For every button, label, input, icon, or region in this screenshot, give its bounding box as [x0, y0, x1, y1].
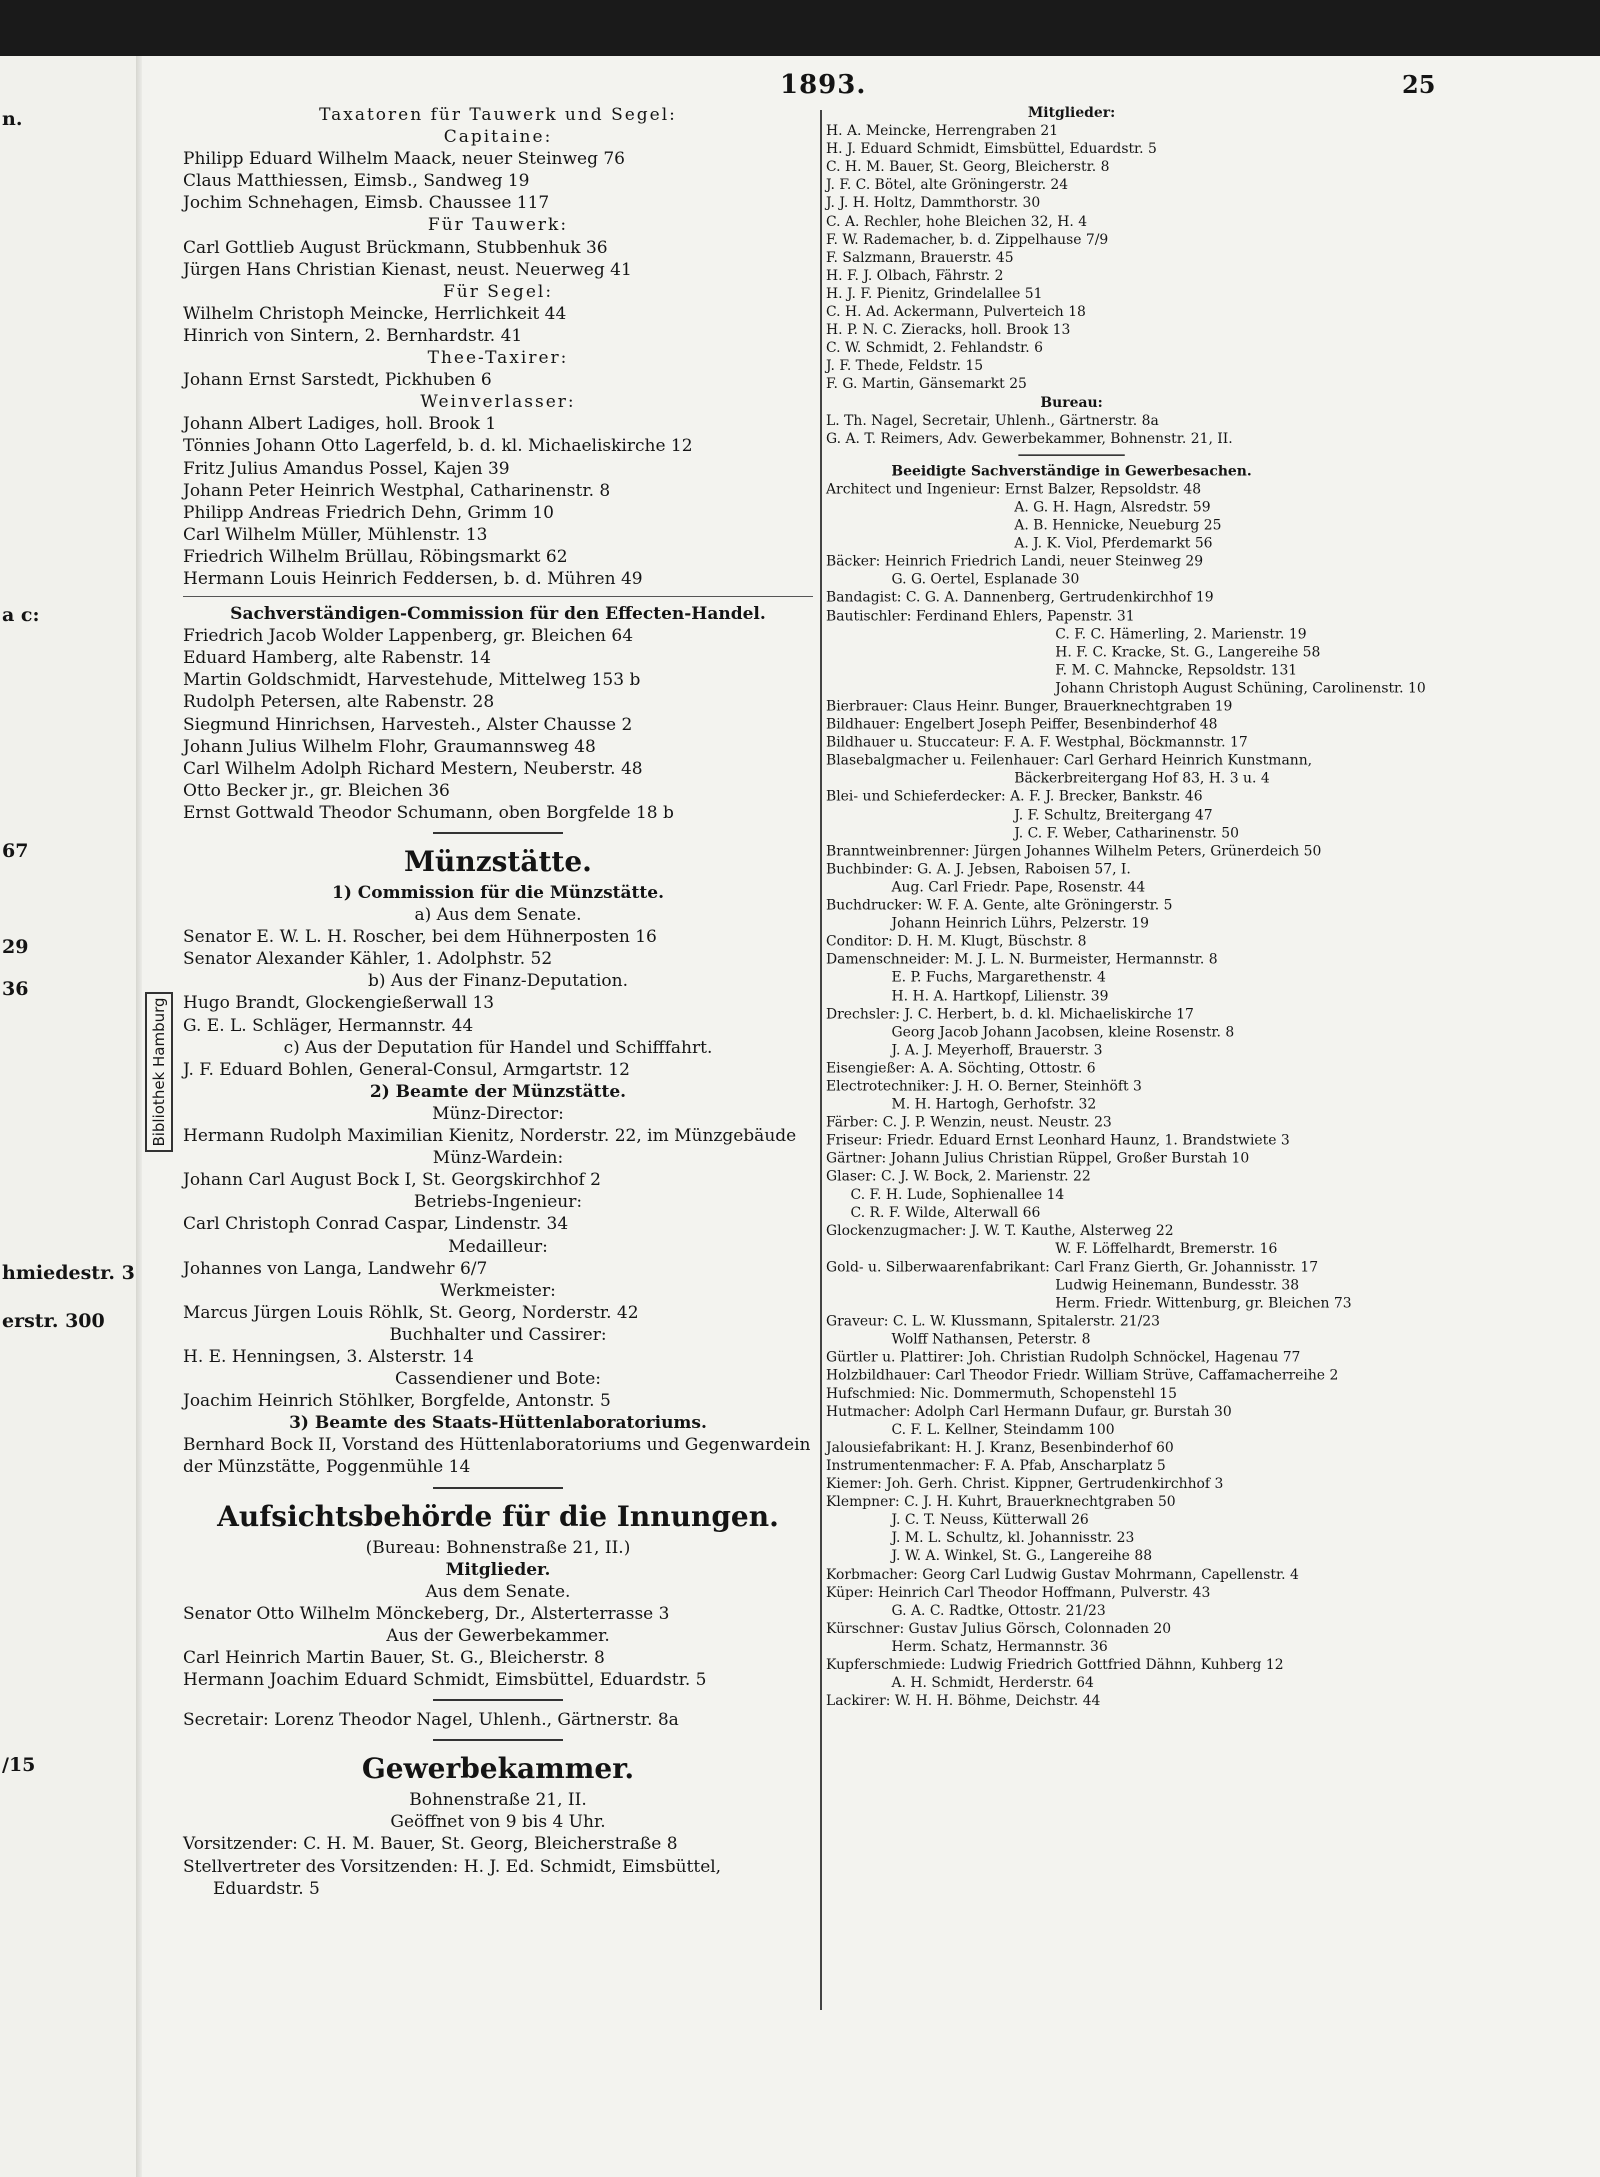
entry-line: Bandagist: C. G. A. Dannenberg, Gertrudenkirchhof 19: [826, 589, 1214, 607]
page-number: 25: [1402, 70, 1436, 99]
entry-line: Stellvertreter des Vorsitzenden: H. J. Ed. Schmidt, Eimsbüttel,: [183, 1856, 722, 1877]
entry-line: Kürschner: Gustav Julius Görsch, Colonnaden 20: [826, 1620, 1172, 1637]
centered-note: Aus dem Senate.: [425, 1581, 571, 1602]
entry-line: Johann Christoph August Schüning, Carolinenstr. 10: [1055, 680, 1426, 697]
entry-line: Conditor: D. H. M. Klugt, Büschstr. 8: [826, 933, 1087, 950]
entry-line: Gold- u. Silberwaarenfabrikant: Carl Franz Gierth, Gr. Johannisstr. 17: [826, 1258, 1319, 1276]
entry-line: C. R. F. Wilde, Alterwall 66: [850, 1204, 1041, 1222]
section-divider: [433, 1487, 563, 1489]
entry-line: Küper: Heinrich Carl Theodor Hoffmann, Pulverstr. 43: [826, 1584, 1211, 1601]
entry-line: Wolff Nathansen, Peterstr. 8: [891, 1331, 1091, 1348]
entry-line: G. G. Oertel, Esplanade 30: [891, 571, 1080, 589]
entry-line: F. G. Martin, Gänsemarkt 25: [826, 376, 1027, 393]
subsection-heading: Mitglieder:: [1027, 104, 1116, 122]
entry-line: Korbmacher: Georg Carl Ludwig Gustav Mohrmann, Capellenstr. 4: [826, 1566, 1299, 1583]
entry-line: Senator Otto Wilhelm Mönckeberg, Dr., Alsterterrasse 3: [183, 1603, 670, 1624]
previous-page-fragment: n.: [2, 108, 23, 130]
entry-line: J. W. A. Winkel, St. G., Langereihe 88: [891, 1548, 1153, 1565]
right-column: [826, 104, 1426, 1710]
subsection-heading: Bureau:: [1040, 394, 1103, 411]
entry-line: Branntweinbrenner: Jürgen Johannes Wilhelm Peters, Grünerdeich 50: [826, 842, 1322, 860]
section-divider: [433, 1739, 563, 1741]
entry-line: Glockenzugmacher: J. W. T. Kauthe, Alsterweg 22: [826, 1222, 1174, 1240]
section-divider: [183, 596, 813, 597]
centered-note: b) Aus der Finanz-Deputation.: [367, 971, 629, 992]
entry-line: Jochim Schnehagen, Eimsb. Chaussee 117: [183, 193, 550, 214]
centered-note: Werkmeister:: [440, 1280, 556, 1301]
entry-line: G. A. C. Radtke, Ottostr. 21/23: [891, 1602, 1106, 1619]
left-column: [183, 104, 813, 1900]
centered-note: Geöffnet von 9 bis 4 Uhr.: [390, 1812, 606, 1833]
centered-note: Bohnenstraße 21, II.: [409, 1790, 587, 1811]
entry-line: Klempner: C. J. H. Kuhrt, Brauerknechtgraben 50: [826, 1494, 1176, 1511]
section-title: Gewerbekammer.: [361, 1752, 635, 1786]
entry-line: Senator E. W. L. H. Roscher, bei dem Hühnerposten 16: [183, 927, 657, 948]
entry-line: Otto Becker jr., gr. Bleichen 36: [183, 780, 450, 801]
entry-line: W. F. Löffelhardt, Bremerstr. 16: [1055, 1240, 1278, 1258]
entry-line: Philipp Andreas Friedrich Dehn, Grimm 10: [183, 502, 554, 523]
centered-note: Medailleur:: [448, 1236, 548, 1257]
entry-line: Claus Matthiessen, Eimsb., Sandweg 19: [183, 171, 530, 192]
previous-page-fragment: /15: [2, 1754, 36, 1776]
section-title: Aufsichtsbehörde für die Innungen.: [217, 1499, 779, 1533]
entry-line: Carl Gottlieb August Brückmann, Stubbenhuk 36: [183, 237, 608, 258]
library-stamp: [145, 992, 173, 1152]
category-heading: Weinverlasser:: [420, 392, 576, 413]
entry-line: Glaser: C. J. W. Bock, 2. Marienstr. 22: [826, 1168, 1091, 1185]
entry-line: Jürgen Hans Christian Kienast, neust. Neuerweg 41: [183, 259, 632, 280]
entry-line: C. A. Rechler, hohe Bleichen 32, H. 4: [826, 213, 1088, 230]
entry-line: Herm. Friedr. Wittenburg, gr. Bleichen 73: [1055, 1295, 1352, 1312]
entry-line: Bernhard Bock II, Vorstand des Hüttenlaboratoriums und Gegenwardein: [183, 1435, 811, 1456]
entry-line: Electrotechniker: J. H. O. Berner, Steinhöft 3: [826, 1078, 1142, 1095]
entry-line: H. A. Meincke, Herrengraben 21: [826, 122, 1059, 140]
entry-line: Hermann Joachim Eduard Schmidt, Eimsbüttel, Eduardstr. 5: [183, 1670, 707, 1691]
entry-line: H. P. N. C. Zieracks, holl. Brook 13: [826, 321, 1071, 339]
entry-line: Bäckerbreitergang Hof 83, H. 3 u. 4: [1014, 770, 1270, 787]
entry-line: Färber: C. J. P. Wenzin, neust. Neustr. 23: [826, 1114, 1112, 1131]
entry-line: H. J. Eduard Schmidt, Eimsbüttel, Eduardstr. 5: [826, 140, 1157, 158]
entry-line: A. J. K. Viol, Pferdemarkt 56: [1014, 535, 1213, 552]
entry-line: Hugo Brandt, Glockengießerwall 13: [183, 993, 495, 1014]
entry-line: J. F. Schultz, Breitergang 47: [1014, 806, 1213, 824]
entry-line: Hermann Louis Heinrich Feddersen, b. d. Mühren 49: [183, 568, 643, 589]
entry-line: Bierbrauer: Claus Heinr. Bunger, Brauerknechtgraben 19: [826, 698, 1233, 715]
entry-line: Drechsler: J. C. Herbert, b. d. kl. Michaeliskirche 17: [826, 1005, 1194, 1023]
centered-note: Aus der Gewerbekammer.: [386, 1625, 610, 1646]
entry-line: Wilhelm Christoph Meincke, Herrlichkeit 44: [183, 303, 567, 324]
entry-line: J. C. T. Neuss, Kütterwall 26: [891, 1512, 1089, 1529]
entry-line: Johann Peter Heinrich Westphal, Catharinenstr. 8: [183, 480, 611, 501]
entry-line: H. H. A. Hartkopf, Lilienstr. 39: [891, 987, 1109, 1004]
entry-line: Johann Heinrich Lührs, Pelzerstr. 19: [891, 915, 1149, 932]
previous-page-fragment: erstr. 300: [2, 1310, 105, 1332]
entry-line: Holzbildhauer: Carl Theodor Friedr. William Strüve, Caffamacherreihe 2: [826, 1367, 1339, 1384]
category-heading: Capitaine:: [443, 127, 553, 148]
entry-line: J. J. H. Holtz, Dammthorstr. 30: [826, 195, 1041, 212]
entry-line: Carl Wilhelm Adolph Richard Mestern, Neuberstr. 48: [183, 758, 643, 779]
centered-note: (Bureau: Bohnenstraße 21, II.): [365, 1537, 631, 1558]
previous-page-fragment: 67: [2, 840, 29, 862]
entry-line: H. F. C. Kracke, St. G., Langereihe 58: [1055, 644, 1321, 661]
entry-line: Buchdrucker: W. F. A. Gente, alte Gröningerstr. 5: [826, 897, 1173, 914]
entry-line: L. Th. Nagel, Secretair, Uhlenh., Gärtnerstr. 8a: [826, 412, 1159, 429]
entry-line: Johann Ernst Sarstedt, Pickhuben 6: [183, 370, 492, 391]
entry-line: Marcus Jürgen Louis Röhlk, St. Georg, Norderstr. 42: [183, 1302, 639, 1323]
subsection-heading: Sachverständigen-Commission für den Effecten-Handel.: [230, 604, 766, 625]
subsection-heading: 2) Beamte der Münzstätte.: [369, 1081, 627, 1102]
entry-line: J. A. J. Meyerhoff, Brauerstr. 3: [891, 1041, 1103, 1059]
entry-line: Eduard Hamberg, alte Rabenstr. 14: [183, 648, 491, 669]
entry-line: C. F. C. Hämerling, 2. Marienstr. 19: [1055, 625, 1307, 643]
entry-line: Jalousiefabrikant: H. J. Kranz, Besenbinderhof 60: [826, 1439, 1174, 1457]
entry-line: Carl Wilhelm Müller, Mühlenstr. 13: [183, 524, 488, 545]
column-divider: [820, 110, 822, 2010]
entry-line: Carl Christoph Conrad Caspar, Lindenstr. 34: [183, 1214, 569, 1235]
subsection-heading: Mitglieder.: [445, 1559, 551, 1580]
entry-line: H. E. Henningsen, 3. Alsterstr. 14: [183, 1346, 474, 1367]
entry-line: G. E. L. Schläger, Hermannstr. 44: [183, 1015, 474, 1036]
previous-page-fragment: 29: [2, 936, 29, 958]
entry-line: Graveur: C. L. W. Klussmann, Spitalerstr. 21/23: [826, 1313, 1160, 1330]
entry-line: H. F. J. Olbach, Fährstr. 2: [826, 267, 1004, 284]
entry-line: Friseur: Friedr. Eduard Ernst Leonhard Haunz, 1. Brandstwiete 3: [826, 1132, 1290, 1149]
entry-line: Carl Heinrich Martin Bauer, St. G., Bleicherstr. 8: [183, 1648, 605, 1668]
entry-line: Bäcker: Heinrich Friedrich Landi, neuer Steinweg 29: [826, 553, 1204, 570]
entry-line: Siegmund Hinrichsen, Harvesteh., Alster Chausse 2: [183, 714, 633, 735]
entry-line: Ludwig Heinemann, Bundesstr. 38: [1055, 1276, 1300, 1294]
entry-line: Ernst Gottwald Theodor Schumann, oben Borgfelde 18 b: [183, 802, 674, 823]
entry-line: Blei- und Schieferdecker: A. F. J. Brecker, Bankstr. 46: [826, 788, 1203, 806]
entry-line: Senator Alexander Kähler, 1. Adolphstr. 52: [183, 949, 553, 970]
entry-line: Instrumentenmacher: F. A. Pfab, Anscharplatz 5: [826, 1457, 1166, 1475]
entry-line: F. W. Rademacher, b. d. Zippelhause 7/9: [826, 231, 1109, 248]
section-title: Münzstätte.: [404, 845, 592, 878]
entry-line: Buchbinder: G. A. J. Jebsen, Raboisen 57, I.: [826, 861, 1131, 878]
entry-line: Johannes von Langa, Landwehr 6/7: [183, 1258, 488, 1279]
entry-line: J. C. F. Weber, Catharinenstr. 50: [1014, 824, 1239, 842]
entry-line: J. F. Eduard Bohlen, General-Consul, Armgartstr. 12: [183, 1059, 630, 1080]
entry-line: A. B. Hennicke, Neueburg 25: [1014, 517, 1222, 534]
entry-line: Kiemer: Joh. Gerh. Christ. Kippner, Gertrudenkirchhof 3: [826, 1475, 1224, 1493]
entry-line: Fritz Julius Amandus Possel, Kajen 39: [183, 458, 510, 479]
entry-line: Georg Jacob Johann Jacobsen, kleine Rosenstr. 8: [891, 1023, 1235, 1041]
entry-line: Joachim Heinrich Stöhlker, Borgfelde, Antonstr. 5: [183, 1391, 611, 1412]
entry-line: C. F. L. Kellner, Steindamm 100: [891, 1421, 1115, 1439]
entry-line: Hinrich von Sintern, 2. Bernhardstr. 41: [183, 325, 523, 346]
centered-note: Cassendiener und Bote:: [394, 1369, 602, 1390]
centered-note: Buchhalter und Cassirer:: [389, 1324, 607, 1345]
entry-line: C. F. H. Lude, Sophienallee 14: [850, 1186, 1065, 1203]
section-divider: [433, 1699, 563, 1701]
entry-line: Bildhauer u. Stuccateur: F. A. F. Westphal, Böckmannstr. 17: [826, 734, 1248, 751]
entry-line: Tönnies Johann Otto Lagerfeld, b. d. kl. Michaeliskirche 12: [183, 436, 693, 457]
entry-line: Gärtner: Johann Julius Christian Rüppel, Großer Burstah 10: [826, 1150, 1250, 1167]
entry-line: Hufschmied: Nic. Dommermuth, Schopenstehl 15: [826, 1385, 1177, 1402]
subsection-heading: 1) Commission für die Münzstätte.: [331, 883, 664, 903]
entry-line: G. A. T. Reimers, Adv. Gewerbekammer, Bohnenstr. 21, II.: [826, 430, 1233, 447]
section-divider: [1018, 454, 1124, 456]
subsection-heading: Beeidigte Sachverständige in Gewerbesachen.: [891, 463, 1252, 480]
centered-note: c) Aus der Deputation für Handel und Schifffahrt.: [283, 1037, 713, 1058]
entry-line: J. F. Thede, Feldstr. 15: [826, 358, 984, 375]
entry-line: Hermann Rudolph Maximilian Kienitz, Norderstr. 22, im Münzgebäude: [183, 1126, 797, 1147]
entry-line: Johann Julius Wilhelm Flohr, Graumannsweg 48: [183, 736, 596, 757]
previous-page-fragment: 36: [2, 978, 29, 1000]
entry-line: Philipp Eduard Wilhelm Maack, neuer Steinweg 76: [183, 149, 625, 170]
entry-line: Damenschneider: M. J. L. N. Burmeister, Hermannstr. 8: [826, 951, 1218, 968]
entry-line: E. P. Fuchs, Margarethenstr. 4: [891, 969, 1106, 986]
category-heading: Taxatoren für Tauwerk und Segel:: [319, 105, 677, 125]
entry-line: Blasebalgmacher u. Feilenhauer: Carl Gerhard Heinrich Kunstmann,: [826, 752, 1313, 769]
entry-line: J. F. C. Bötel, alte Gröningerstr. 24: [826, 177, 1069, 194]
entry-line: Herm. Schatz, Hermannstr. 36: [891, 1638, 1108, 1656]
entry-line: Gürtler u. Plattirer: Joh. Christian Rudolph Schnöckel, Hagenau 77: [826, 1349, 1301, 1366]
centered-note: Betriebs-Ingenieur:: [413, 1192, 583, 1213]
library-stamp-text: Bibliothek Hamburg: [150, 997, 168, 1147]
entry-line: Vorsitzender: C. H. M. Bauer, St. Georg, Bleicherstraße 8: [183, 1834, 678, 1855]
centered-note: a) Aus dem Senate.: [414, 905, 582, 926]
entry-line: der Münzstätte, Poggenmühle 14: [183, 1457, 471, 1478]
entry-line: H. J. F. Pienitz, Grindelallee 51: [826, 285, 1043, 303]
entry-line: F. M. C. Mahncke, Repsoldstr. 131: [1055, 662, 1298, 679]
entry-line: Friedrich Jacob Wolder Lappenberg, gr. Bleichen 64: [183, 626, 634, 647]
entry-line: C. W. Schmidt, 2. Fehlandstr. 6: [826, 339, 1043, 357]
entry-line: Friedrich Wilhelm Brüllau, Röbingsmarkt 62: [183, 546, 568, 567]
entry-line: Hutmacher: Adolph Carl Hermann Dufaur, gr. Burstah 30: [826, 1403, 1232, 1420]
entry-line: Secretair: Lorenz Theodor Nagel, Uhlenh., Gärtnerstr. 8a: [183, 1710, 679, 1731]
entry-line: Martin Goldschmidt, Harvestehude, Mittelweg 153 b: [183, 670, 641, 691]
previous-page-strip: [0, 56, 142, 2177]
category-heading: Für Segel:: [442, 281, 554, 302]
centered-note: Münz-Director:: [432, 1103, 564, 1124]
entry-line: Rudolph Petersen, alte Rabenstr. 28: [183, 692, 495, 713]
entry-line: Lackirer: W. H. H. Böhme, Deichstr. 44: [826, 1692, 1101, 1710]
previous-page-fragment: hmiedestr. 3: [2, 1262, 135, 1284]
entry-line: Bautischler: Ferdinand Ehlers, Papenstr. 31: [826, 607, 1135, 625]
entry-line: C. H. Ad. Ackermann, Pulverteich 18: [826, 303, 1086, 321]
entry-line: Eduardstr. 5: [213, 1878, 320, 1899]
centered-note: Münz-Wardein:: [432, 1148, 564, 1169]
page-year: 1893.: [780, 70, 867, 100]
entry-line: F. Salzmann, Brauerstr. 45: [826, 249, 1014, 266]
entry-line: Aug. Carl Friedr. Pape, Rosenstr. 44: [891, 879, 1146, 896]
entry-line: Johann Carl August Bock I, St. Georgskirchhof 2: [183, 1170, 601, 1191]
entry-line: A. G. H. Hagn, Alsredstr. 59: [1014, 499, 1211, 516]
subsection-heading: 3) Beamte des Staats-Hüttenlaboratoriums.: [289, 1413, 707, 1434]
entry-line: Johann Albert Ladiges, holl. Brook 1: [183, 414, 497, 435]
entry-line: M. H. Hartogh, Gerhofstr. 32: [891, 1096, 1097, 1113]
category-heading: Für Tauwerk:: [427, 215, 569, 236]
previous-page-fragment: a c:: [2, 604, 40, 626]
section-divider: [433, 832, 563, 834]
entry-line: A. H. Schmidt, Herderstr. 64: [891, 1674, 1094, 1692]
entry-line: C. H. M. Bauer, St. Georg, Bleicherstr. 8: [826, 159, 1110, 176]
category-heading: Thee-Taxirer:: [427, 348, 569, 369]
entry-line: Kupferschmiede: Ludwig Friedrich Gottfried Dähnn, Kuhberg 12: [826, 1656, 1284, 1674]
entry-line: Bildhauer: Engelbert Joseph Peiffer, Besenbinderhof 48: [826, 716, 1218, 733]
entry-line: Architect und Ingenieur: Ernst Balzer, Repsoldstr. 48: [826, 481, 1202, 498]
entry-line: Eisengießer: A. A. Söchting, Ottostr. 6: [826, 1059, 1096, 1077]
entry-line: J. M. L. Schultz, kl. Johannisstr. 23: [891, 1530, 1135, 1547]
